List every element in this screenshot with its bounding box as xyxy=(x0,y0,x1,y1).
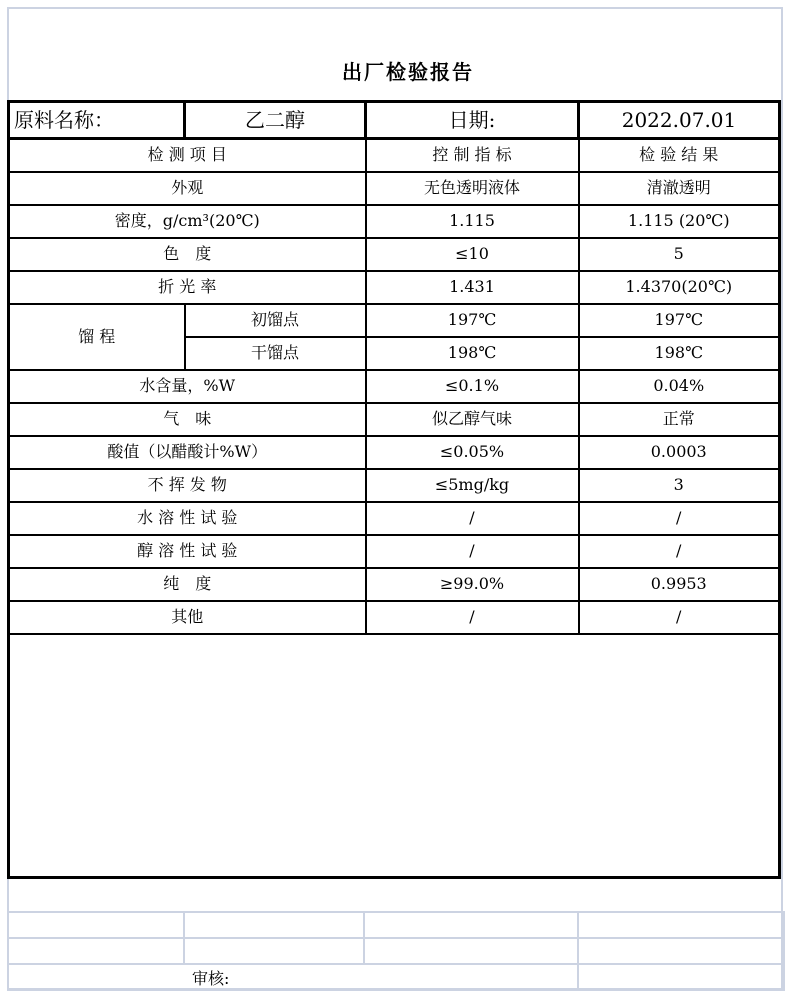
table-row xyxy=(9,568,780,601)
material-name-label: 原料名称： xyxy=(9,102,185,139)
item-label: 不 挥 发 物 xyxy=(9,469,366,502)
empty-cell xyxy=(578,964,784,990)
result-value: 1.115 (20℃) xyxy=(579,205,780,238)
table-row xyxy=(9,436,780,469)
result-value: 0.9953 xyxy=(579,568,780,601)
result-value: / xyxy=(579,502,780,535)
result-value: 5 xyxy=(579,238,780,271)
result-value: 197℃ xyxy=(579,304,780,337)
table-row xyxy=(9,271,780,304)
result-value: 0.0003 xyxy=(579,436,780,469)
control-value: ≤5mg/kg xyxy=(366,469,579,502)
item-label: 气 味 xyxy=(9,403,366,436)
empty-cell xyxy=(184,912,364,938)
table-row xyxy=(9,205,780,238)
control-value: / xyxy=(366,502,579,535)
item-label: 外观 xyxy=(9,172,366,205)
date-label: 日期: xyxy=(366,102,579,139)
inspection-table xyxy=(7,100,781,879)
control-value: ≤0.05% xyxy=(366,436,579,469)
item-label: 密度，g/cm³(20℃) xyxy=(9,205,366,238)
table-row xyxy=(9,535,780,568)
control-value: ≥99.0% xyxy=(366,568,579,601)
empty-cell xyxy=(578,938,784,964)
empty-cell xyxy=(8,938,184,964)
review-row xyxy=(8,964,784,990)
column-header-row xyxy=(9,139,780,173)
col-header-result: 检 验 结 果 xyxy=(579,139,780,173)
table-row xyxy=(9,304,780,337)
page-title: 出厂检验报告 xyxy=(342,60,474,84)
remarks-empty-cell xyxy=(9,634,780,878)
result-value: / xyxy=(579,535,780,568)
table-row xyxy=(9,502,780,535)
item-label: 酸值（以醋酸计%W） xyxy=(9,436,366,469)
review-label: 审核: xyxy=(8,964,578,990)
result-value: 清澈透明 xyxy=(579,172,780,205)
table-row xyxy=(9,403,780,436)
control-value: 198℃ xyxy=(366,337,579,370)
empty-cell xyxy=(184,938,364,964)
result-value: 0.04% xyxy=(579,370,780,403)
item-label: 色 度 xyxy=(9,238,366,271)
result-value: 1.4370(20℃) xyxy=(579,271,780,304)
control-value: 197℃ xyxy=(366,304,579,337)
result-value: 198℃ xyxy=(579,337,780,370)
table-row xyxy=(9,238,780,271)
control-value: ≤10 xyxy=(366,238,579,271)
control-value: / xyxy=(366,601,579,634)
result-value: 正常 xyxy=(579,403,780,436)
date-value: 2022.07.01 xyxy=(579,102,780,139)
distillation-group-label: 馏 程 xyxy=(9,304,185,370)
result-value: / xyxy=(579,601,780,634)
control-value: / xyxy=(366,535,579,568)
empty-cell xyxy=(364,912,578,938)
control-value: 1.431 xyxy=(366,271,579,304)
table-row xyxy=(9,469,780,502)
table-row xyxy=(9,601,780,634)
footer-grid-row xyxy=(8,938,784,964)
result-value: 3 xyxy=(579,469,780,502)
item-label: 纯 度 xyxy=(9,568,366,601)
col-header-item: 检 测 项 目 xyxy=(9,139,366,173)
footer-grid xyxy=(7,911,785,991)
material-name-value: 乙二醇 xyxy=(185,102,366,139)
col-header-control: 控 制 指 标 xyxy=(366,139,579,173)
item-label: 初馏点 xyxy=(185,304,366,337)
control-value: ≤0.1% xyxy=(366,370,579,403)
item-label: 干馏点 xyxy=(185,337,366,370)
table-row xyxy=(9,172,780,205)
item-label: 其他 xyxy=(9,601,366,634)
empty-cell xyxy=(8,912,184,938)
control-value: 似乙醇气味 xyxy=(366,403,579,436)
item-label: 水含量，%W xyxy=(9,370,366,403)
item-label: 水 溶 性 试 验 xyxy=(9,502,366,535)
empty-cell xyxy=(578,912,784,938)
item-label: 醇 溶 性 试 验 xyxy=(9,535,366,568)
table-row xyxy=(9,370,780,403)
control-value: 1.115 xyxy=(366,205,579,238)
remarks-row xyxy=(9,634,780,878)
footer-grid-row xyxy=(8,912,784,938)
control-value: 无色透明液体 xyxy=(366,172,579,205)
table-row xyxy=(9,102,780,139)
item-label: 折 光 率 xyxy=(9,271,366,304)
empty-cell xyxy=(364,938,578,964)
